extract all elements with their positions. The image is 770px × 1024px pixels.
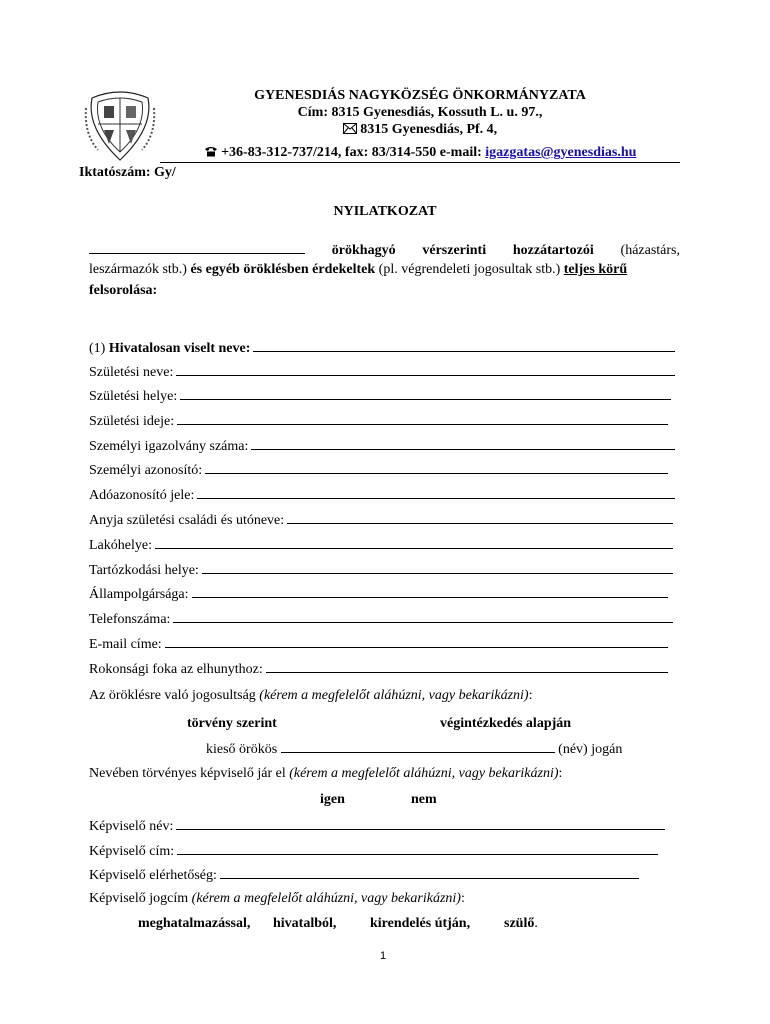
rep-address-field bbox=[89, 842, 658, 860]
form-field-row bbox=[89, 486, 675, 504]
form-field-row bbox=[89, 561, 673, 579]
form-field-row bbox=[89, 635, 668, 653]
org-contact-line bbox=[160, 145, 680, 161]
option-power-of-attorney[interactable]: meghatalmazással, bbox=[138, 916, 251, 931]
option-parent-wrap bbox=[504, 916, 538, 932]
field-blank[interactable] bbox=[192, 585, 668, 598]
rep-basis-colon: : bbox=[460, 891, 465, 906]
field-label: Lakóhelye: bbox=[89, 538, 152, 553]
field-label: Születési neve: bbox=[89, 365, 174, 380]
form-field-row bbox=[89, 660, 668, 678]
rep-basis-line bbox=[89, 891, 465, 907]
field-label: Személyi igazolvány száma: bbox=[89, 439, 249, 454]
intro-line-2 bbox=[89, 262, 680, 278]
form-field-row bbox=[89, 610, 673, 628]
representative-colon: : bbox=[558, 766, 563, 781]
field-blank[interactable] bbox=[197, 486, 675, 499]
rep-name-field bbox=[89, 817, 665, 835]
email-link[interactable]: igazgatas@gyenesdias.hu bbox=[485, 145, 637, 160]
form-field-row bbox=[89, 585, 668, 603]
form-field-row bbox=[89, 511, 673, 529]
heir-name-blank[interactable] bbox=[281, 740, 555, 753]
rep-contact-field bbox=[89, 866, 639, 884]
field-blank[interactable] bbox=[251, 437, 675, 450]
intro-line-1 bbox=[89, 241, 680, 259]
field-label: Telefonszáma: bbox=[89, 612, 171, 627]
intro-text: teljes körű bbox=[563, 262, 628, 277]
intro-text: és egyéb öröklésben érdekeltek bbox=[190, 262, 376, 277]
option-ex-officio[interactable]: hivatalból, bbox=[273, 916, 337, 931]
representative-line bbox=[89, 766, 562, 782]
heir-prefix: kieső örökös bbox=[206, 742, 278, 757]
header-divider bbox=[160, 162, 680, 163]
entitlement-colon: : bbox=[528, 688, 533, 703]
field-label: Tartózkodási helye: bbox=[89, 563, 199, 578]
rep-basis-hint: (kérem a megfelelőt aláhúzni, vagy bekarikázni) bbox=[191, 891, 461, 906]
document-title: NYILATKOZAT bbox=[333, 204, 437, 219]
envelope-icon bbox=[343, 122, 361, 137]
org-address: Cím: 8315 Gyenesdiás, Kossuth L. u. 97., bbox=[297, 105, 543, 120]
field-blank[interactable] bbox=[205, 461, 668, 474]
org-postal-line bbox=[160, 122, 680, 138]
org-name: GYENESDIÁS NAGYKÖZSÉG ÖNKORMÁNYZATA bbox=[254, 88, 586, 103]
form-field-row bbox=[89, 412, 668, 430]
intro-text: leszármazók stb.) bbox=[89, 262, 187, 277]
form-field-row bbox=[89, 387, 671, 405]
intro-word: örökhagyó bbox=[331, 243, 396, 258]
intro-word: (házastárs, bbox=[620, 243, 680, 258]
person-number: (1) bbox=[89, 341, 106, 356]
heir-suffix: (név) jogán bbox=[558, 742, 623, 757]
entitlement-label: Az öröklésre való jogosultság bbox=[89, 688, 256, 703]
option-will[interactable]: végintézkedés alapján bbox=[440, 716, 572, 731]
entitlement-line bbox=[89, 688, 532, 704]
field-blank[interactable] bbox=[180, 387, 671, 400]
entitlement-hint: (kérem a megfelelőt aláhúzni, vagy bekarikázni) bbox=[259, 688, 529, 703]
field-blank[interactable] bbox=[202, 561, 673, 574]
field-label: E-mail címe: bbox=[89, 637, 162, 652]
field-label: Adóazonosító jele: bbox=[89, 488, 195, 503]
field-label: Születési ideje: bbox=[89, 414, 175, 429]
page-number: 1 bbox=[380, 950, 387, 962]
intro-word: vérszerinti bbox=[422, 243, 487, 258]
field-blank[interactable] bbox=[165, 635, 668, 648]
heir-line bbox=[206, 740, 622, 758]
field-label: Hivatalosan viselt neve: bbox=[108, 341, 251, 356]
representative-hint: (kérem a megfelelőt aláhúzni, vagy bekarikázni) bbox=[289, 766, 559, 781]
option-statutory[interactable]: törvény szerint bbox=[187, 716, 277, 731]
field-label: Képviselő név: bbox=[89, 819, 174, 834]
field-label: Születési helye: bbox=[89, 389, 178, 404]
option-end: . bbox=[534, 916, 538, 931]
form-field-row bbox=[89, 461, 668, 479]
intro-line-3: felsorolása: bbox=[89, 283, 158, 298]
phone-icon bbox=[204, 145, 222, 160]
field-blank[interactable] bbox=[177, 842, 658, 855]
field-label: Anyja születési családi és utóneve: bbox=[89, 513, 285, 528]
form-field-row bbox=[89, 536, 673, 554]
field-label: Képviselő elérhetőség: bbox=[89, 868, 217, 883]
intro-word: hozzátartozói bbox=[512, 243, 594, 258]
form-field-row bbox=[89, 339, 675, 357]
testator-name-blank[interactable] bbox=[89, 241, 305, 254]
org-postal: 8315 Gyenesdiás, Pf. 4, bbox=[360, 122, 498, 137]
intro-text: (pl. végrendeleti jogosultak stb.) bbox=[378, 262, 561, 277]
option-no[interactable]: nem bbox=[411, 792, 437, 807]
field-blank[interactable] bbox=[287, 511, 673, 524]
form-field-row bbox=[89, 363, 675, 381]
field-blank[interactable] bbox=[253, 339, 675, 352]
field-blank[interactable] bbox=[266, 660, 668, 673]
field-label: Állampolgársága: bbox=[89, 587, 189, 602]
field-blank[interactable] bbox=[155, 536, 673, 549]
option-appointment[interactable]: kirendelés útján, bbox=[370, 916, 471, 931]
option-parent[interactable]: szülő bbox=[504, 916, 535, 931]
field-label: Képviselő cím: bbox=[89, 844, 175, 859]
coat-of-arms-icon bbox=[84, 88, 156, 162]
field-blank[interactable] bbox=[176, 363, 675, 376]
field-blank[interactable] bbox=[173, 610, 673, 623]
field-blank[interactable] bbox=[176, 817, 665, 830]
org-phone: +36-83-312-737/214, fax: 83/314-550 e-mail: bbox=[221, 145, 482, 160]
field-blank[interactable] bbox=[220, 866, 639, 879]
iktato-label: Iktatószám: Gy/ bbox=[79, 165, 176, 180]
field-blank[interactable] bbox=[177, 412, 668, 425]
form-field-row bbox=[89, 437, 675, 455]
representative-label: Nevében törvényes képviselő jár el bbox=[89, 766, 286, 781]
rep-basis-label: Képviselő jogcím bbox=[89, 891, 189, 906]
field-label: Személyi azonosító: bbox=[89, 463, 203, 478]
field-label: Rokonsági foka az elhunythoz: bbox=[89, 662, 263, 677]
option-yes[interactable]: igen bbox=[320, 792, 345, 807]
